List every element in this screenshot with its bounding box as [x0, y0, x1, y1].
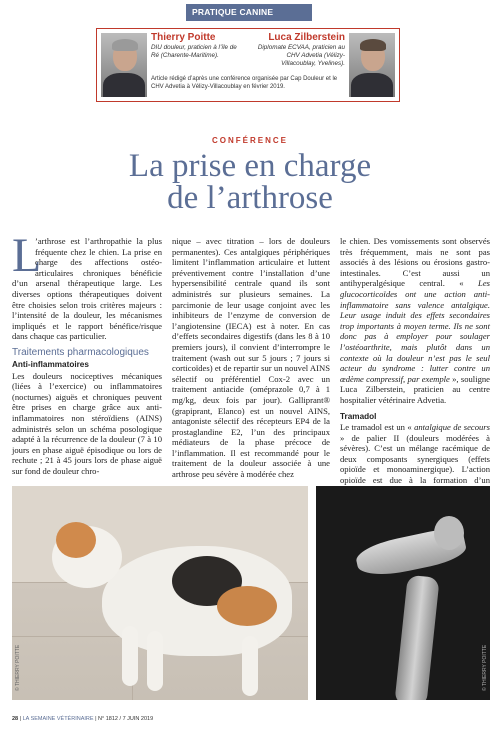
authors-box [96, 28, 400, 102]
issue-info: N° 1812 / 7 JUIN 2019 [98, 716, 154, 722]
article-kicker: CONFÉRENCE [211, 136, 288, 145]
author-role: DIU douleur, praticien à l’île de Ré (Charente-Maritime). [151, 44, 237, 59]
author-name: Thierry Poitte [151, 32, 216, 43]
intro-paragraph: ’arthrose est l’arthropathie la plus fréquente chez le chien. La prise en charge des affections ostéo-articulaires chroniques bénéficie d’un arsenal thérapeutique large. Les diverses options thérapeutiques doivent être choisies selon trois critères majeurs : l’intensité de la douleur, les mécanismes impliqués et le rapport bénéfice/risque dans chaque cas particulier. [12, 236, 162, 342]
section-heading: Traitements pharmacologiques [12, 346, 149, 358]
paragraph: Le tramadol est un « antalgique de secours » de palier II (douleurs modérées à sévères). C’est un mélange racémique de deux composants synergiques (effets opioïde et monoaminergique). L’action opioïde est due à la formation d’un [340, 422, 490, 486]
section-tag-bold: PRATIQUE CANINE [192, 7, 274, 17]
photo-credit: © THIERRY POITTE [15, 644, 21, 691]
page-footer: 28 | LA SEMAINE VÉTÉRINAIRE | N° 1812 / 7 JUIN 2019 [12, 716, 154, 722]
subheading: Anti-inflammatoires [12, 359, 89, 369]
author-photo-zilberstein [349, 33, 395, 97]
magazine-name: LA SEMAINE VÉTÉRINAIRE [22, 716, 94, 722]
title-line-1: La prise en charge [128, 148, 372, 184]
author-poitte [151, 32, 243, 60]
author-name: Luca Zilberstein [268, 32, 345, 43]
section-tag [186, 4, 312, 21]
xray-photo [316, 486, 490, 700]
cat-photo [12, 486, 308, 700]
author-role: Diplomate ECVAA, praticien au CHV Advetia (Vélizy-Villacoublay, Yvelines). [257, 44, 345, 67]
page-number: 28 [12, 716, 19, 722]
article-title [0, 150, 500, 214]
drop-cap: L [12, 229, 42, 282]
paragraph: le chien. Des vomissements sont observés très fréquemment, mais ne sont pas associés à des lésions ou érosions gastro-intestinales. C’est aussi un antihyperalgésique central. « Les glucocorticoïdes ont une action anti-inflammatoire sans valence antalgique. Leur usage induit des effets secondaires trop importants à moyen terme. Ils ne sont donc pas à employer pour soulager l’ostéoarthrite, mais plutôt dans un contexte où la douleur n’est pas le seul acteur du syndrome : lutter contre un œdème compressif, par exemple », souligne Luca Zilberstein, praticien au centre hospitalier vétérinaire Advetia. [340, 236, 490, 405]
text-column-3 [340, 236, 490, 496]
quote: Les glucocorticoïdes ont une action anti-inflammatoire sans valence antalgique. Leur usage induit des effets secondaires trop importants à moyen terme. Ils ne sont donc pas à employer pour soulager l’ostéoarthrite, mais plutôt dans un contexte où la douleur n’est pas le seul acteur du syndrome : lutter contre un œdème compressif, par exemple [340, 278, 490, 384]
paragraph: nique – avec titration – lors de douleurs permanentes). Ces antalgiques périphériques limitent l’inflammation articulaire et luttent préventivement contre l’installation d’une hypersensibilité centrale quand ils sont administrés sur plusieurs semaines. La parcimonie de leur usage conjoint avec les inhibiteurs de l’enzyme de conversion de l’angiotensine (IECA) est à noter. En cas d’effets secondaires digestifs (dans les 8 à 10 premiers jours), il convient d’interrompre le traitement (wash out sur 5 jours ; 7 jours si corticoïdes) et de repartir sur un nouvel AINS sélectif ou préférentiel Cox-2 avec un traitement antiacide (oméprazole 0,7 à 1 mg/kg, deux fois par jour). Galliprant® (grapiprant, Elanco) est un nouvel AINS, antagoniste sélectif des récepteurs EP4 de la prostaglandine E2, l’un des principaux médiateurs de la phase précoce de l’inflammation. Il est recommandé pour le traitement de la douleur associée à une arthrose peu sévère à modérée chez [172, 236, 330, 480]
text-column-1 [12, 229, 162, 476]
author-photo-poitte [101, 33, 147, 97]
subheading: Tramadol [340, 411, 377, 421]
photo-credit: © THIERRY POITTE [482, 644, 488, 691]
text-column-2 [172, 236, 330, 480]
article-source-note: Article rédigé d’après une conférence organisée par Cap Douleur et le CHV Advetia à Vélizy-Villacoublay en février 2019. [151, 76, 338, 90]
title-line-2: de l’arthrose [167, 180, 333, 216]
paragraph: Les douleurs nociceptives mécaniques (liées à l’exercice) ou inflammatoires (nocturnes) aiguës et chroniques peuvent être prises en charge grâce aux anti-inflammatoires non stéroïdiens (AINS) administrés selon un schéma posologique adapté à la récurrence de la douleur (7 à 10 jours en phase aiguë épisodique ou lors de rechute ; 21 à 45 jours lors de phase aiguë sur fond de douleur chro- [12, 370, 162, 476]
author-zilberstein [253, 32, 345, 68]
